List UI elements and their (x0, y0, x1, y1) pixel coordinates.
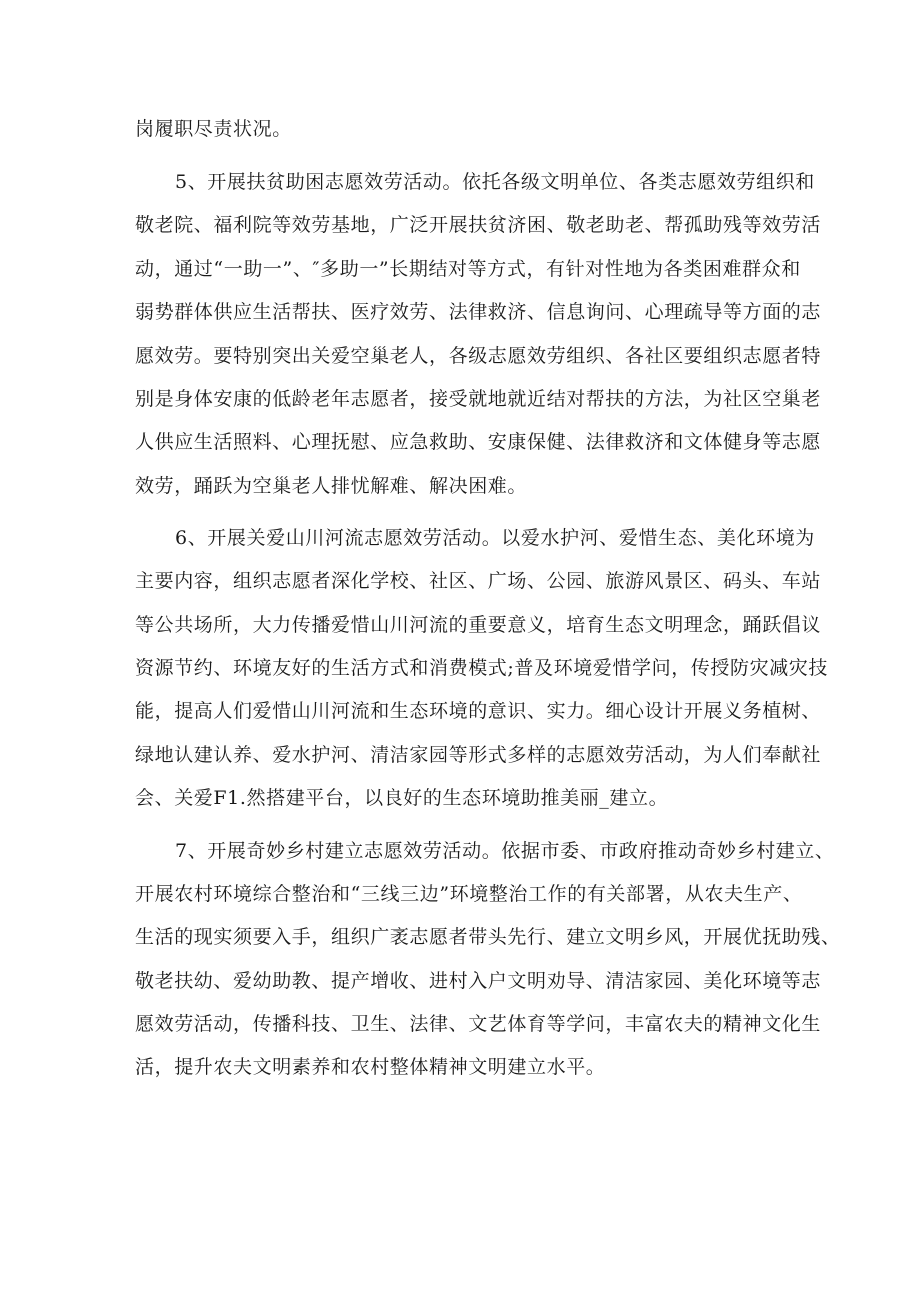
paragraph-line: 敬老扶幼、爱幼助教、提产增收、进村入户文明劝导、清洁家园、美化环境等志 (135, 970, 822, 992)
paragraph-line: 弱势群体供应生活帮扶、医疗效劳、法律救济、信息询问、心理疏导等方面的志 (135, 301, 822, 323)
paragraph-line: 6、开展关爱山川河流志愿效劳活动。以爱水护河、爱惜生态、美化环境为 (175, 527, 815, 549)
paragraph-line: 生活的现实须要入手，组织广袤志愿者带头先行、建立文明乡风，开展优抚助残、 (135, 926, 841, 948)
paragraph-line: 效劳，踊跃为空巢老人排忧解难、解决困难。 (135, 475, 528, 497)
paragraph-line: 愿效劳活动，传播科技、卫生、法律、文艺体育等学问，丰富农夫的精神文化生 (135, 1013, 822, 1035)
paragraph-line: 敬老院、福利院等效劳基地，广泛开展扶贫济困、敬老助老、帮孤助残等效劳活 (135, 214, 822, 236)
paragraph-line: 资源节约、环境友好的生活方式和消费模式;普及环境爱惜学问，传授防灾减灾技 (135, 657, 829, 679)
paragraph-line: 人供应生活照料、心理抚慰、应急救助、安康保健、法律救济和文体健身等志愿 (135, 431, 822, 453)
paragraph-line: 7、开展奇妙乡村建立志愿效劳活动。依据市委、市政府推动奇妙乡村建立、 (175, 840, 835, 862)
paragraph-line: 5、开展扶贫助困志愿效劳活动。依托各级文明单位、各类志愿效劳组织和 (175, 171, 815, 193)
paragraph-line: 主要内容，组织志愿者深化学校、社区、广场、公园、旅游风景区、码头、车站 (135, 570, 822, 592)
paragraph-line: 开展农村环境综合整治和“三线三边”环境整治工作的有关部署，从农夫生产、 (135, 883, 803, 905)
paragraph-line: 能，提高人们爱惜山川河流和生态环境的意识、实力。细心设计开展义务植树、 (135, 700, 822, 722)
paragraph-line: 活，提升农夫文明素养和农村整体精神文明建立水平。 (135, 1056, 606, 1078)
paragraph-line: 会、关爱F1.然搭建平台，以良好的生态环境助推美丽_建立。 (135, 787, 669, 809)
paragraph-line: 动，通过“一助一”、″多助一”长期结对等方式，有针对性地为各类困难群众和 (135, 258, 801, 280)
paragraph-line: 别是身体安康的低龄老年志愿者，接受就地就近结对帮扶的方法，为社区空巢老 (135, 388, 822, 410)
paragraph-line: 愿效劳。要特别突出关爱空巢老人，各级志愿效劳组织、各社区要组织志愿者特 (135, 345, 822, 367)
paragraph-line: 岗履职尽责状况。 (135, 118, 292, 140)
paragraph-line: 等公共场所，大力传播爱惜山川河流的重要意义，培育生态文明理念，踊跃倡议 (135, 614, 822, 636)
paragraph-line: 绿地认建认养、爱水护河、清洁家园等形式多样的志愿效劳活动，为人们奉献社 (135, 744, 822, 766)
